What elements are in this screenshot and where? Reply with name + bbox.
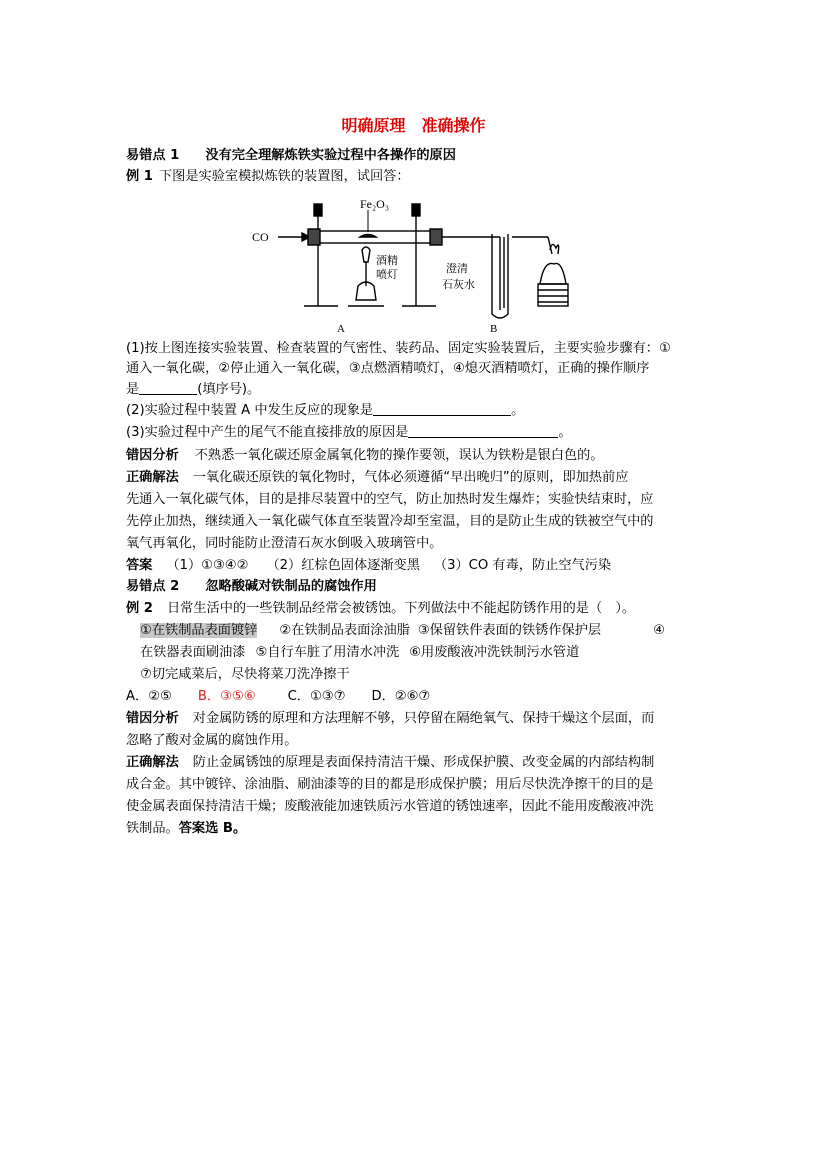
error-point-2 bbox=[126, 577, 377, 596]
option-2: ②在铁制品表面涂油脂 bbox=[279, 623, 410, 638]
question-1-suffix: (填序号)。 bbox=[197, 382, 261, 397]
error-analysis-text: 不熟悉一氧化碳还原金属氧化物的操作要领，误认为铁粉是银白色的。 bbox=[194, 448, 604, 463]
choices-line bbox=[126, 687, 430, 706]
stopper bbox=[308, 229, 320, 245]
solution-text: 铁制品。 bbox=[126, 821, 179, 836]
answer-blank[interactable] bbox=[373, 401, 511, 416]
solution-text: 一氧化碳还原铁的氧化物时，气体必须遵循“早出晚归”的原则，即加热前应 bbox=[192, 470, 629, 485]
ironmaking-apparatus-figure bbox=[248, 190, 578, 336]
fe2o3-label: Fe₂O₃ bbox=[360, 197, 390, 211]
options-line-2 bbox=[140, 643, 579, 662]
error-point-text: 忽略酸碱对铁制品的腐蚀作用 bbox=[205, 579, 377, 594]
option-6: ⑥用废酸液冲洗铁制污水管道 bbox=[409, 645, 580, 660]
question-1-line-2: 通入一氧化碳，②停止通入一氧化碳，③点燃酒精喷灯，④熄灭酒精喷灯，正确的操作顺序 bbox=[126, 361, 650, 376]
label-a: A bbox=[337, 323, 345, 335]
answer-part: （2）红棕色固体逐渐变黑 bbox=[266, 558, 420, 573]
choice-a: A．②⑤ bbox=[126, 689, 172, 704]
section-label: 错因分析 bbox=[126, 711, 179, 726]
error-analysis-2-line-2: 忽略了酸对金属的腐蚀作用。 bbox=[126, 733, 298, 748]
question-2 bbox=[126, 401, 524, 420]
option-4: 在铁器表面刷油漆 bbox=[140, 645, 246, 660]
question-1-prefix: 是 bbox=[126, 382, 140, 397]
option-5: ⑤自行车脏了用清水冲洗 bbox=[255, 645, 400, 660]
question-2-text: (2)实验过程中装置 A 中发生反应的现象是 bbox=[126, 403, 374, 418]
example-2 bbox=[126, 599, 635, 618]
answer-1 bbox=[126, 556, 611, 575]
error-point-text: 没有完全理解炼铁实验过程中各操作的原因 bbox=[205, 148, 456, 163]
options-line-1 bbox=[140, 621, 665, 640]
solution-2-line-3: 使金属表面保持清洁干燥；废酸液能加速铁质污水管道的锈蚀速率，因此不能用废酸液冲洗 bbox=[126, 799, 654, 814]
solution-2-line-2: 成合金。其中镀锌、涂油脂、刷油漆等的目的都是形成保护膜；用后尽快洗净擦干的目的是 bbox=[126, 777, 654, 792]
solution-1-line-1 bbox=[126, 468, 628, 487]
example-label: 例 1 bbox=[126, 169, 153, 184]
choice-b: B．③⑤⑥ bbox=[197, 689, 256, 704]
section-label: 错因分析 bbox=[126, 448, 179, 463]
example-1 bbox=[126, 167, 410, 186]
solution-1-line-4: 氧气再氧化，同时能防止澄清石灰水倒吸入玻璃管中。 bbox=[126, 536, 443, 551]
option-4-marker: ④ bbox=[653, 623, 665, 638]
options-line-3: ⑦切完咸菜后，尽快将菜刀洗净擦干 bbox=[140, 667, 350, 682]
question-3-text: (3)实验过程中产生的尾气不能直接排放的原因是 bbox=[126, 425, 409, 440]
example-label: 例 2 bbox=[126, 601, 153, 616]
clamp bbox=[314, 204, 322, 216]
question-1-line-1: (1)按上图连接实验装置、检查装置的气密性、装药品、固定实验装置后，主要实验步骤有：① bbox=[126, 341, 671, 356]
question-1-line-3 bbox=[126, 380, 260, 399]
example-text: 日常生活中的一些铁制品经常会被锈蚀。下列做法中不能起防锈作用的是（ ）。 bbox=[166, 601, 636, 616]
page-title: 明确原理 准确操作 bbox=[341, 116, 486, 135]
solution-2-line-1 bbox=[126, 753, 654, 772]
answer-blank[interactable] bbox=[139, 380, 197, 395]
fe2o3-powder bbox=[360, 235, 376, 238]
question-3-suffix: 。 bbox=[558, 425, 572, 440]
answer-part: （3）CO 有毒，防止空气污染 bbox=[433, 558, 612, 573]
limewater-label-line2: 石灰水 bbox=[442, 279, 475, 291]
final-answer: 答案选 B。 bbox=[178, 821, 247, 836]
error-point-label: 易错点 1 bbox=[126, 148, 180, 163]
error-point-label: 易错点 2 bbox=[126, 579, 180, 594]
limewater-label-line1: 澄清 bbox=[446, 263, 468, 275]
solution-2-line-4 bbox=[126, 819, 246, 838]
answer-blank[interactable] bbox=[408, 423, 558, 438]
example-text: 下图是实验室模拟炼铁的装置图，试回答： bbox=[158, 169, 410, 184]
option-3: ③保留铁件表面的铁锈作保护层 bbox=[417, 623, 602, 638]
clamp bbox=[412, 204, 420, 216]
error-analysis-2-line-1 bbox=[126, 709, 654, 728]
flame bbox=[362, 247, 370, 262]
choice-c: C．①③⑦ bbox=[287, 689, 346, 704]
lamp-label-line2: 喷灯 bbox=[376, 269, 398, 281]
section-label: 正确解法 bbox=[126, 470, 179, 485]
burner-block bbox=[538, 284, 568, 306]
error-analysis-text: 对金属防锈的原理和方法理解不够，只停留在隔绝氧气、保持干燥这个层面，而 bbox=[192, 711, 655, 726]
answer-part: （1）①③④② bbox=[166, 558, 249, 573]
lamp-label-line1: 酒精 bbox=[376, 255, 398, 267]
error-analysis-1 bbox=[126, 446, 604, 465]
stopper bbox=[430, 229, 442, 245]
solution-text: 防止金属锈蚀的原理是表面保持清洁干燥、形成保护膜、改变金属的内部结构制 bbox=[192, 755, 655, 770]
question-2-suffix: 。 bbox=[511, 403, 525, 418]
alcohol-lamp bbox=[540, 263, 566, 284]
error-point-1 bbox=[126, 146, 456, 165]
section-label: 正确解法 bbox=[126, 755, 179, 770]
section-label: 答案 bbox=[126, 558, 153, 573]
option-1: ①在铁制品表面镀锌 bbox=[140, 623, 258, 638]
label-b: B bbox=[490, 323, 498, 335]
co-label: CO bbox=[252, 230, 269, 244]
choice-d: D．②⑥⑦ bbox=[371, 689, 431, 704]
solution-1-line-2: 先通入一氧化碳气体，目的是排尽装置中的空气，防止加热时发生爆炸；实验快结束时，应 bbox=[126, 492, 654, 507]
solution-1-line-3: 先停止加热，继续通入一氧化碳气体直至装置冷却至室温，目的是防止生成的铁被空气中的 bbox=[126, 514, 654, 529]
question-3 bbox=[126, 423, 572, 442]
